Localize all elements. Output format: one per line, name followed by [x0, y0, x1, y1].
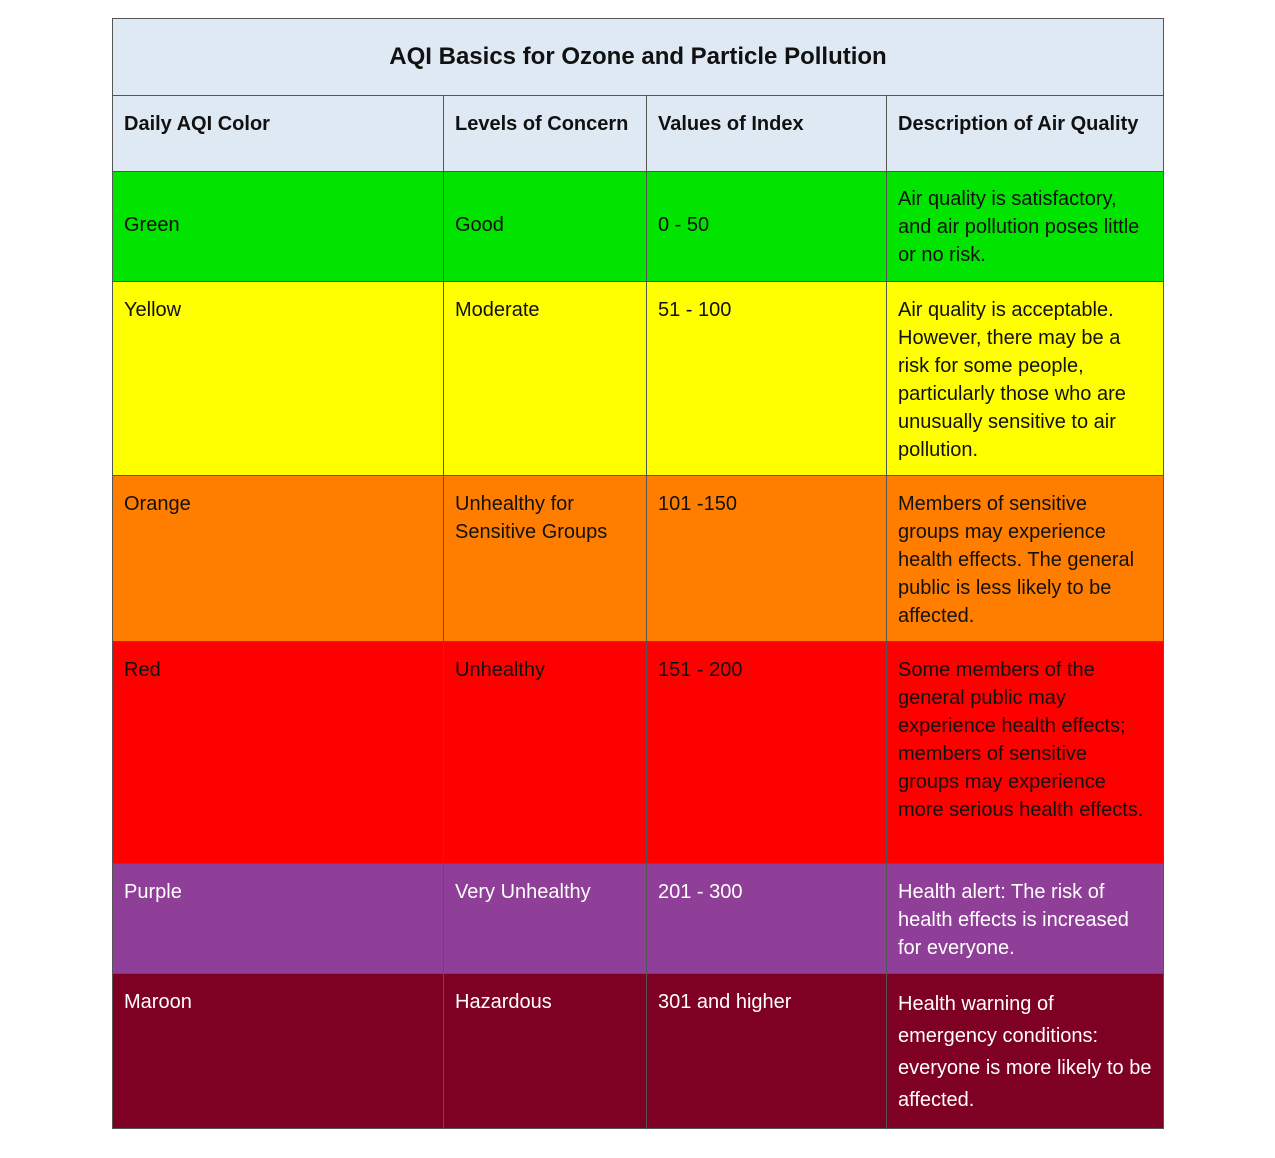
- index-values: 151 - 200: [658, 659, 743, 681]
- table-row-maroon: [113, 974, 1164, 1129]
- description-cell: [887, 974, 1164, 1129]
- table-row-red: [113, 642, 1164, 864]
- header-color-label: Daily AQI Color: [124, 113, 270, 135]
- concern-level: Good: [455, 214, 504, 236]
- color-name: Purple: [124, 881, 182, 903]
- concern-cell: [444, 282, 647, 476]
- concern-level: Unhealthy for Sensitive Groups: [455, 493, 608, 543]
- table-row-orange: [113, 476, 1164, 642]
- air-quality-description: Air quality is acceptable. However, there may be a risk for some people, particularly those who are unusually sensitive to air pollution.: [898, 299, 1126, 461]
- concern-level: Very Unhealthy: [455, 881, 591, 903]
- index-values: 201 - 300: [658, 881, 743, 903]
- index-values: 301 and higher: [658, 991, 792, 1013]
- concern-cell: [444, 974, 647, 1129]
- header-description: [887, 96, 1164, 172]
- header-row: [113, 96, 1164, 172]
- color-cell: [113, 172, 444, 282]
- values-cell: [647, 476, 887, 642]
- values-cell: [647, 282, 887, 476]
- header-values-label: Values of Index: [658, 113, 804, 135]
- values-cell: [647, 974, 887, 1129]
- color-name: Yellow: [124, 299, 182, 321]
- concern-level: Moderate: [455, 299, 540, 321]
- description-cell: [887, 642, 1164, 864]
- header-values: [647, 96, 887, 172]
- concern-level: Unhealthy: [455, 659, 546, 681]
- table-row-purple: [113, 864, 1164, 974]
- header-concern: [444, 96, 647, 172]
- table-row-yellow: [113, 282, 1164, 476]
- concern-cell: [444, 864, 647, 974]
- air-quality-description: Air quality is satisfactory, and air pollution poses little or no risk.: [898, 188, 1140, 266]
- air-quality-description: Some members of the general public may experience health effects; members of sensitive groups may experience more serious health effects.: [898, 659, 1144, 821]
- index-values: 51 - 100: [658, 299, 732, 321]
- table-row-green: [113, 172, 1164, 282]
- color-name: Red: [124, 659, 161, 681]
- color-name: Green: [124, 214, 180, 236]
- color-cell: [113, 974, 444, 1129]
- values-cell: [647, 172, 887, 282]
- index-values: 0 - 50: [658, 214, 710, 236]
- color-name: Maroon: [124, 991, 192, 1013]
- values-cell: [647, 864, 887, 974]
- concern-cell: [444, 476, 647, 642]
- concern-level: Hazardous: [455, 991, 552, 1013]
- color-cell: [113, 282, 444, 476]
- table-title: AQI Basics for Ozone and Particle Pollution: [113, 19, 1164, 96]
- aqi-table: [112, 18, 1164, 1129]
- air-quality-description: Health warning of emergency conditions: everyone is more likely to be affected.: [898, 993, 1152, 1111]
- header-concern-label: Levels of Concern: [455, 113, 629, 135]
- color-name: Orange: [124, 493, 191, 515]
- header-description-label: Description of Air Quality: [898, 113, 1139, 135]
- header-color: [113, 96, 444, 172]
- description-cell: [887, 282, 1164, 476]
- air-quality-description: Members of sensitive groups may experience health effects. The general public is less likely to be affected.: [898, 493, 1135, 627]
- description-cell: [887, 172, 1164, 282]
- title-row: [113, 19, 1164, 96]
- concern-cell: [444, 172, 647, 282]
- color-cell: [113, 864, 444, 974]
- description-cell: [887, 864, 1164, 974]
- index-values: 101 -150: [658, 493, 737, 515]
- concern-cell: [444, 642, 647, 864]
- color-cell: [113, 642, 444, 864]
- description-cell: [887, 476, 1164, 642]
- air-quality-description: Health alert: The risk of health effects is increased for everyone.: [898, 881, 1129, 959]
- values-cell: [647, 642, 887, 864]
- color-cell: [113, 476, 444, 642]
